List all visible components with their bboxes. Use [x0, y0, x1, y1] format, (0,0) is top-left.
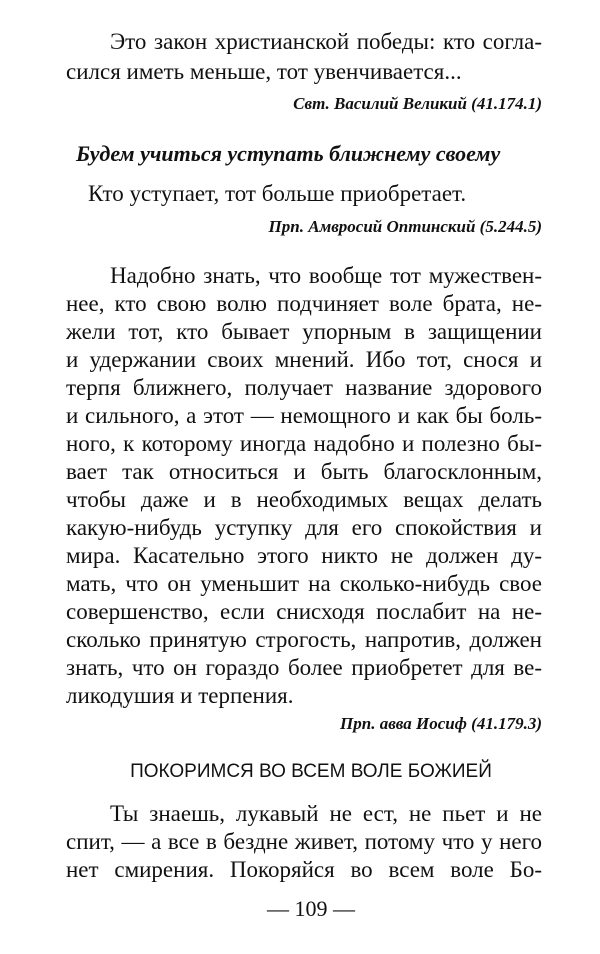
quote4-line-2: спит, — а все в бездне живет, потому что у него — [66, 829, 542, 854]
quote2-line-1: Кто уступает, тот больше приобретает. — [88, 181, 467, 206]
quote1-line-1: Это закон христианской победы: кто согла- — [110, 29, 542, 54]
quote3-line-4: и удержании своих мнений. Ибо тот, снося и — [66, 347, 542, 372]
quote3-line-15: знать, что он гораздо более приобретет для ве- — [66, 655, 542, 680]
quote3-line-6: и сильного, а этот — немощного и как бы боль- — [66, 403, 542, 428]
quote4-line-3: нет смирения. Покоряйся во всем воле Бо- — [66, 857, 542, 882]
quote3-line-13: совершенство, если снисходя послабит на не- — [66, 599, 542, 624]
quote3-line-5: терпя ближнего, получает название здорового — [66, 375, 542, 400]
quote3-line-3: жели тот, кто бывает упорным в защищении — [66, 319, 542, 344]
quote4-line-1: Ты знаешь, лукавый не ест, не пьет и не — [110, 801, 542, 826]
book-page — [66, 0, 542, 954]
page-number: — 109 — — [267, 896, 355, 921]
section1-heading: Будем учиться уступать ближнему своему — [76, 141, 501, 166]
quote3-line-11: мира. Касательно этого никто не должен ду- — [66, 543, 542, 568]
quote3-line-1: Надобно знать, что вообще тот мужествен- — [110, 263, 542, 288]
quote3-line-12: мать, что он уменьшит на сколько-нибудь свое — [66, 571, 542, 596]
quote3-line-2: нее, кто свою волю подчиняет воле брата, не- — [66, 291, 542, 316]
quote3-line-16: ликодушия и терпения. — [66, 683, 294, 708]
quote3-line-10: какую-нибудь уступку для его спокойствия и — [66, 515, 542, 540]
quote3-line-9: чтобы даже и в необходимых вещах делать — [66, 487, 542, 512]
quote3-line-14: сколько принятую строгость, напротив, должен — [66, 627, 542, 652]
quote3-attribution: Прп. авва Иосиф (41.179.3) — [340, 714, 542, 733]
quote2-attribution: Прп. Амвросий Оптинский (5.244.5) — [268, 217, 542, 236]
quote1-line-2: сился иметь меньше, тот увенчивается... — [66, 59, 462, 84]
section2-heading: ПОКОРИМСЯ ВО ВСЕМ ВОЛЕ БОЖИЕЙ — [130, 761, 492, 782]
quote3-line-7: ного, к которому иногда надобно и полезно бы- — [66, 431, 542, 456]
quote3-line-8: вает так относиться и быть благосклонным, — [66, 459, 542, 484]
quote1-attribution: Свт. Василий Великий (41.174.1) — [293, 94, 542, 113]
